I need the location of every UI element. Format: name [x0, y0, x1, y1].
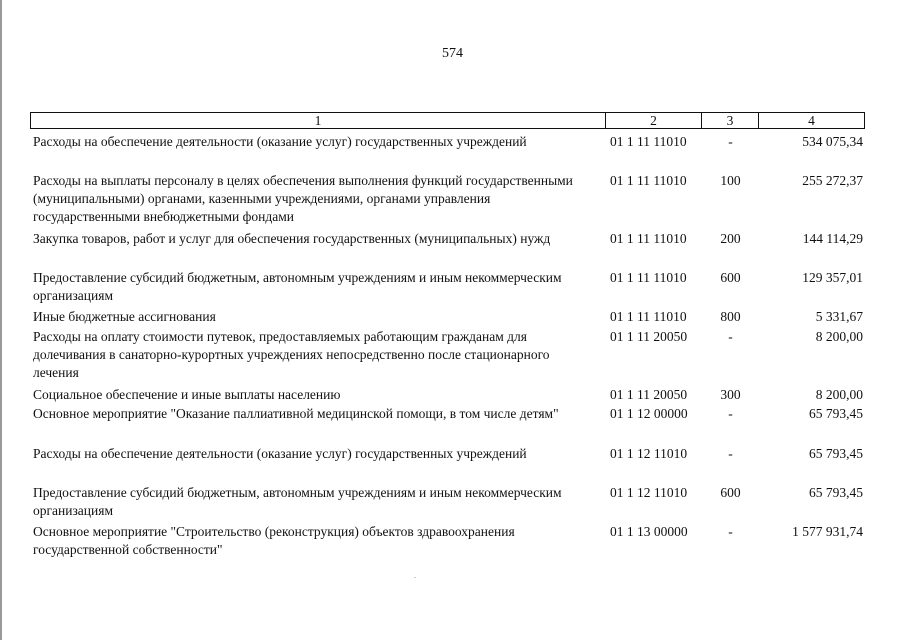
header-col-1: 1 — [31, 113, 606, 128]
scan-speck — [414, 577, 416, 578]
row-description: Социальное обеспечение и иные выплаты населению — [33, 387, 341, 402]
row-description: Расходы на оплату стоимости путевок, предоставляемых работающим гражданам для долечивания в санаторно-курортных учреждениях непосредственно после стационарного лечения — [33, 329, 550, 380]
header-col-3: 3 — [702, 113, 759, 128]
header-col-4: 4 — [808, 113, 815, 128]
row-type: - — [728, 524, 733, 539]
row-code: 01 1 12 11010 — [610, 446, 688, 461]
row-type: 300 — [720, 387, 741, 402]
row-code: 01 1 11 11010 — [610, 134, 687, 149]
row-code: 01 1 11 11010 — [610, 173, 687, 188]
page-left-edge — [0, 0, 2, 640]
row-amount: 1 577 931,74 — [792, 524, 863, 539]
row-type: 200 — [720, 231, 741, 246]
row-amount: 65 793,45 — [809, 446, 863, 461]
row-description: Основное мероприятие "Оказание паллиативной медицинской помощи, в том числе детям" — [33, 406, 559, 421]
row-type: - — [728, 329, 733, 344]
row-type: 600 — [720, 270, 741, 285]
row-type: - — [728, 134, 733, 149]
row-type: - — [728, 406, 733, 421]
row-code: 01 1 11 20050 — [610, 387, 688, 402]
row-code: 01 1 11 11010 — [610, 309, 687, 324]
row-amount: 8 200,00 — [815, 387, 863, 402]
row-description: Иные бюджетные ассигнования — [33, 309, 216, 324]
row-type: 800 — [720, 309, 741, 324]
row-description: Расходы на выплаты персоналу в целях обеспечения выполнения функций государственными (муниципальными) органами, казенными учреждениями, органами управления государственными внебюджетными фондами — [33, 173, 573, 224]
row-type: 100 — [720, 173, 741, 188]
row-amount: 65 793,45 — [809, 485, 863, 500]
row-code: 01 1 12 00000 — [610, 406, 688, 421]
row-description: Расходы на обеспечение деятельности (оказание услуг) государственных учреждений — [33, 446, 527, 461]
row-amount: 8 200,00 — [815, 329, 863, 344]
row-amount: 255 272,37 — [802, 173, 863, 188]
row-description: Предоставление субсидий бюджетным, автономным учреждениям и иным некоммерческим организациям — [33, 485, 562, 518]
row-code: 01 1 13 00000 — [610, 524, 688, 539]
row-description: Предоставление субсидий бюджетным, автономным учреждениям и иным некоммерческим организациям — [33, 270, 562, 303]
row-description: Основное мероприятие "Строительство (реконструкция) объектов здравоохранения государственной собственности" — [33, 524, 515, 557]
row-code: 01 1 11 11010 — [610, 231, 687, 246]
row-description: Расходы на обеспечение деятельности (оказание услуг) государственных учреждений — [33, 134, 527, 149]
row-amount: 144 114,29 — [802, 231, 863, 246]
table-header — [30, 112, 865, 129]
row-type: - — [728, 446, 733, 461]
row-amount: 65 793,45 — [809, 406, 863, 421]
header-col-2: 2 — [606, 113, 702, 128]
row-type: 600 — [720, 485, 741, 500]
row-amount: 534 075,34 — [802, 134, 863, 149]
row-code: 01 1 11 20050 — [610, 329, 688, 344]
row-code: 01 1 11 11010 — [610, 270, 687, 285]
row-code: 01 1 12 11010 — [610, 485, 688, 500]
row-description: Закупка товаров, работ и услуг для обеспечения государственных (муниципальных) нужд — [33, 231, 551, 246]
row-amount: 129 357,01 — [802, 270, 863, 285]
page-number: 574 — [442, 46, 463, 61]
row-amount: 5 331,67 — [815, 309, 863, 324]
